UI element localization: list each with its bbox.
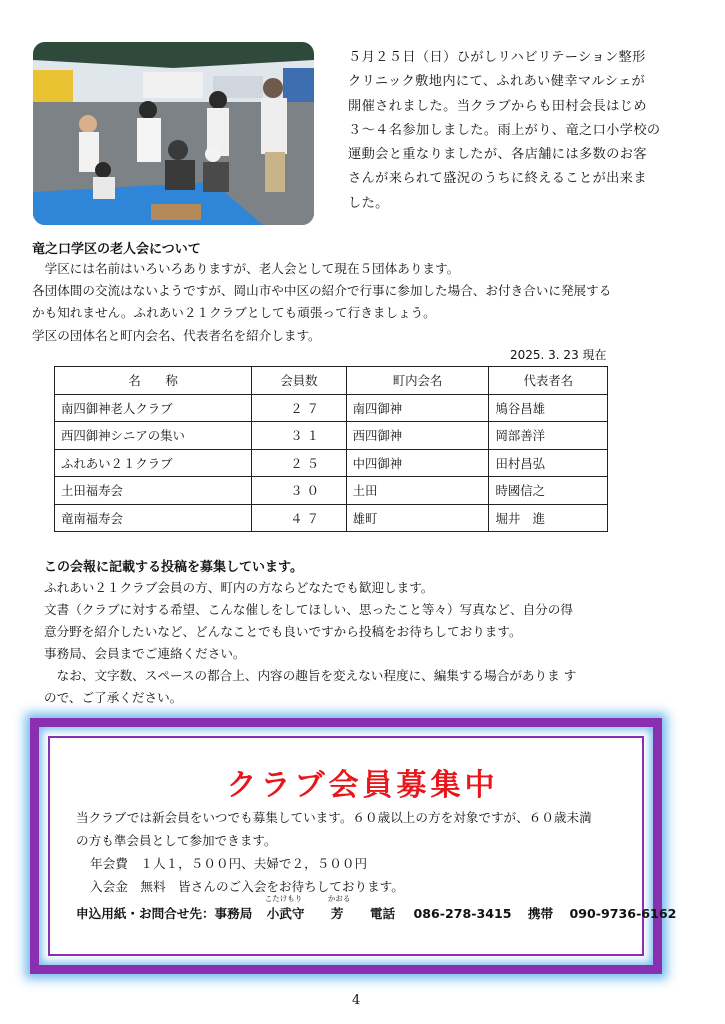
intro-line: クリニック敷地内にて、ふれあい健幸マルシェが <box>348 74 646 90</box>
club-name: ふれあい２１クラブ <box>55 449 252 477</box>
town-name: 雄町 <box>346 504 489 532</box>
intro-line: ３～４名参加しました。雨上がり、竜之口小学校の <box>348 122 661 138</box>
header-town: 町内会名 <box>346 367 489 395</box>
table-row <box>55 504 608 532</box>
table-row <box>55 477 608 505</box>
given-name: 芳 <box>330 906 344 921</box>
intro-line: 運動会と重なりましたが、各店舗には多数のお客 <box>348 147 647 163</box>
club-name: 西四御神シニアの集い <box>55 422 252 450</box>
contact-given-name-wrap <box>327 894 351 922</box>
header-name: 名 称 <box>55 367 252 395</box>
body-line: なお、文字数、スペースの都合上、内容の趣旨を変えない程度に、編集する場合がありま す <box>56 668 577 683</box>
member-count: ３０ <box>252 477 346 505</box>
town-name: 土田 <box>346 477 489 505</box>
rep-name: 鳩谷昌雄 <box>489 394 608 422</box>
page-number: 4 <box>352 993 361 1008</box>
as-of-date: 2025. 3. 23 現在 <box>510 348 607 362</box>
town-name: 西四御神 <box>346 422 489 450</box>
header-members: 会員数 <box>252 367 346 395</box>
intro-line: ５月２５日（日）ひがしリハビリテーション整形 <box>348 50 646 65</box>
phone-label: 電話 <box>369 906 396 921</box>
member-count: ２５ <box>252 449 346 477</box>
contact-line <box>76 894 677 922</box>
marche-report <box>348 46 698 216</box>
club-name: 土田福寿会 <box>55 477 252 505</box>
member-count: ３１ <box>252 422 346 450</box>
town-name: 南四御神 <box>346 394 489 422</box>
body-line: ので、ご了承ください。 <box>44 690 183 705</box>
town-name: 中四御神 <box>346 449 489 477</box>
intro-line: さんが来られて盛況のうちに終えることが出来ま <box>348 171 647 187</box>
mobile-number: 090-9736-6162 <box>569 906 677 921</box>
body-line: 当クラブでは新会員をいつでも募集しています。６０歳以上の方を対象ですが、６０歳未満 <box>76 810 592 825</box>
member-count: ４７ <box>252 504 346 532</box>
body-line: の方も準会員として参加できます。 <box>76 833 277 848</box>
elderly-section-title: 竜之口学区の老人会について <box>32 242 201 257</box>
body-line: 学区には名前はいろいろありますが、老人会として現在５団体あります。 <box>32 261 460 276</box>
body-line: 各団体間の交流はないようですが、岡山市や中区の紹介で行事に参加した場合、お付き合いに発展する <box>32 283 612 299</box>
fee-line: 年会費 １人１，５００円、夫婦で２，５００円 <box>90 856 368 871</box>
elderly-section-body <box>32 258 692 347</box>
fee-line: 入会金 無料 皆さんのご入会をお待ちしております。 <box>90 879 404 894</box>
rep-name: 堀井 進 <box>489 504 608 532</box>
body-line: ふれあい２１クラブ会員の方、町内の方ならどなたでも歓迎します。 <box>44 580 434 595</box>
body-line: 事務局、会員までご連絡ください。 <box>44 646 246 661</box>
phone-number: 086-278-3415 <box>413 906 512 921</box>
club-name: 南四御神老人クラブ <box>55 394 252 422</box>
contact-label: 申込用紙・お問合せ先：事務局 <box>76 906 253 921</box>
family-name: 小武守 <box>266 906 305 921</box>
body-line: 意分野を紹介したいなど、どんなことでも良いですから投稿をお待ちしております。 <box>44 624 522 639</box>
header-rep: 代表者名 <box>489 367 608 395</box>
rep-name: 岡部善洋 <box>489 422 608 450</box>
marche-photo <box>33 42 314 225</box>
given-name-ruby: かおる <box>327 894 351 903</box>
table-row <box>55 394 608 422</box>
table-row <box>55 449 608 477</box>
contact-family-name-wrap <box>264 894 305 922</box>
post-recruit-body <box>44 577 654 709</box>
post-recruit-title: この会報に記載する投稿を募集しています。 <box>44 560 303 575</box>
member-recruit-title: クラブ会員募集中 <box>226 768 499 803</box>
intro-line: 開催されました。当クラブからも田村会長はじめ <box>348 98 647 114</box>
intro-line: した。 <box>348 195 389 211</box>
table-header-row <box>55 367 608 395</box>
club-name: 竜南福寿会 <box>55 504 252 532</box>
family-name-ruby: こたけもり <box>264 894 303 903</box>
body-line: 文書（クラブに対する希望、こんな催しをしてほしい、思ったこと等々）写真など、自分の得 <box>44 602 573 617</box>
body-line: 学区の団体名と町内会名、代表者名を紹介します。 <box>32 327 321 343</box>
member-count: ２７ <box>252 394 346 422</box>
rep-name: 田村昌弘 <box>489 449 608 477</box>
rep-name: 時國信之 <box>489 477 608 505</box>
table-row <box>55 422 608 450</box>
club-table <box>54 366 608 532</box>
member-recruit-body <box>76 806 646 898</box>
mobile-label: 携帯 <box>527 906 554 921</box>
body-line: かも知れません。ふれあい２１クラブとしても頑張って行きましょう。 <box>32 305 436 321</box>
